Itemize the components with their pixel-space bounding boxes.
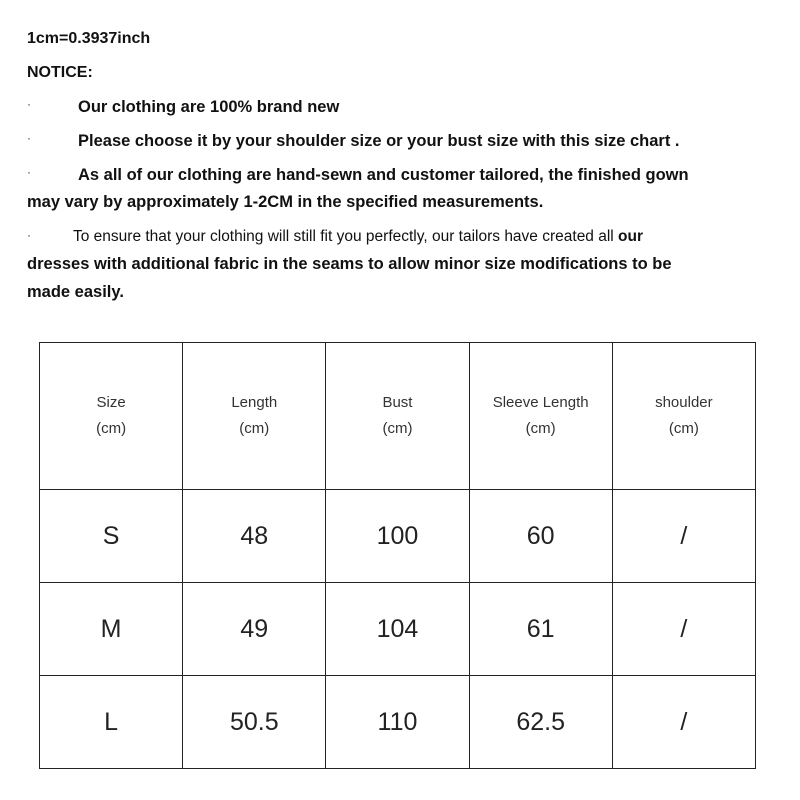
cell-size: L (40, 676, 183, 769)
cell-bust: 110 (326, 676, 469, 769)
header-label: Length (231, 394, 278, 411)
cell-bust: 100 (326, 490, 469, 583)
header-label: Bust (382, 394, 413, 411)
header-shoulder (612, 343, 755, 490)
header-size (40, 343, 183, 490)
cell-bust: 104 (326, 583, 469, 676)
cell-sleeve-length: 61 (469, 583, 612, 676)
cell-shoulder: / (612, 490, 755, 583)
notice-line-4b: dresses with additional fabric in the seams to allow minor size modifications to be (27, 255, 672, 273)
header-label: shoulder (655, 394, 713, 411)
cell-sleeve-length: 60 (469, 490, 612, 583)
notice-line-2: Please choose it by your shoulder size or your bust size with this size chart . (78, 132, 680, 150)
notice-line-3b: may vary by approximately 1-2CM in the specified measurements. (27, 193, 544, 211)
table-row-l (40, 676, 756, 769)
bullet-dot: · (27, 165, 31, 179)
notice-line-4a (73, 227, 643, 247)
cell-length: 49 (183, 583, 326, 676)
notice-line-3a: As all of our clothing are hand-sewn and customer tailored, the finished gown (78, 166, 689, 184)
header-label: Sleeve Length (492, 394, 589, 411)
cell-shoulder: / (612, 676, 755, 769)
header-unit: (cm) (382, 420, 413, 437)
header-unit: (cm) (96, 420, 127, 437)
unit-conversion: 1cm=0.3937inch (27, 30, 151, 47)
header-unit: (cm) (525, 420, 556, 437)
cell-size: M (40, 583, 183, 676)
notice-line-4c: made easily. (27, 283, 124, 301)
table-header-row (40, 343, 756, 490)
notice-title: NOTICE: (27, 64, 93, 81)
notice-line-1: Our clothing are 100% brand new (78, 98, 340, 116)
cell-size: S (40, 490, 183, 583)
bullet-dot: · (27, 97, 31, 111)
cell-length: 48 (183, 490, 326, 583)
table-row-s (40, 490, 756, 583)
cell-length: 50.5 (183, 676, 326, 769)
header-label: Size (96, 394, 126, 411)
header-unit: (cm) (239, 420, 270, 437)
size-chart-table (39, 342, 756, 769)
cell-shoulder: / (612, 583, 755, 676)
header-sleeve-length (469, 343, 612, 490)
header-unit: (cm) (668, 420, 699, 437)
bullet-dot: · (27, 228, 31, 242)
cell-sleeve-length: 62.5 (469, 676, 612, 769)
header-length (183, 343, 326, 490)
notice-line-4a-bold: our (613, 228, 644, 245)
notice-line-4a-regular: To ensure that your clothing will still fit you perfectly, our tailors have created all (73, 228, 614, 245)
header-bust (326, 343, 469, 490)
bullet-dot: · (27, 131, 31, 145)
table-row-m (40, 583, 756, 676)
